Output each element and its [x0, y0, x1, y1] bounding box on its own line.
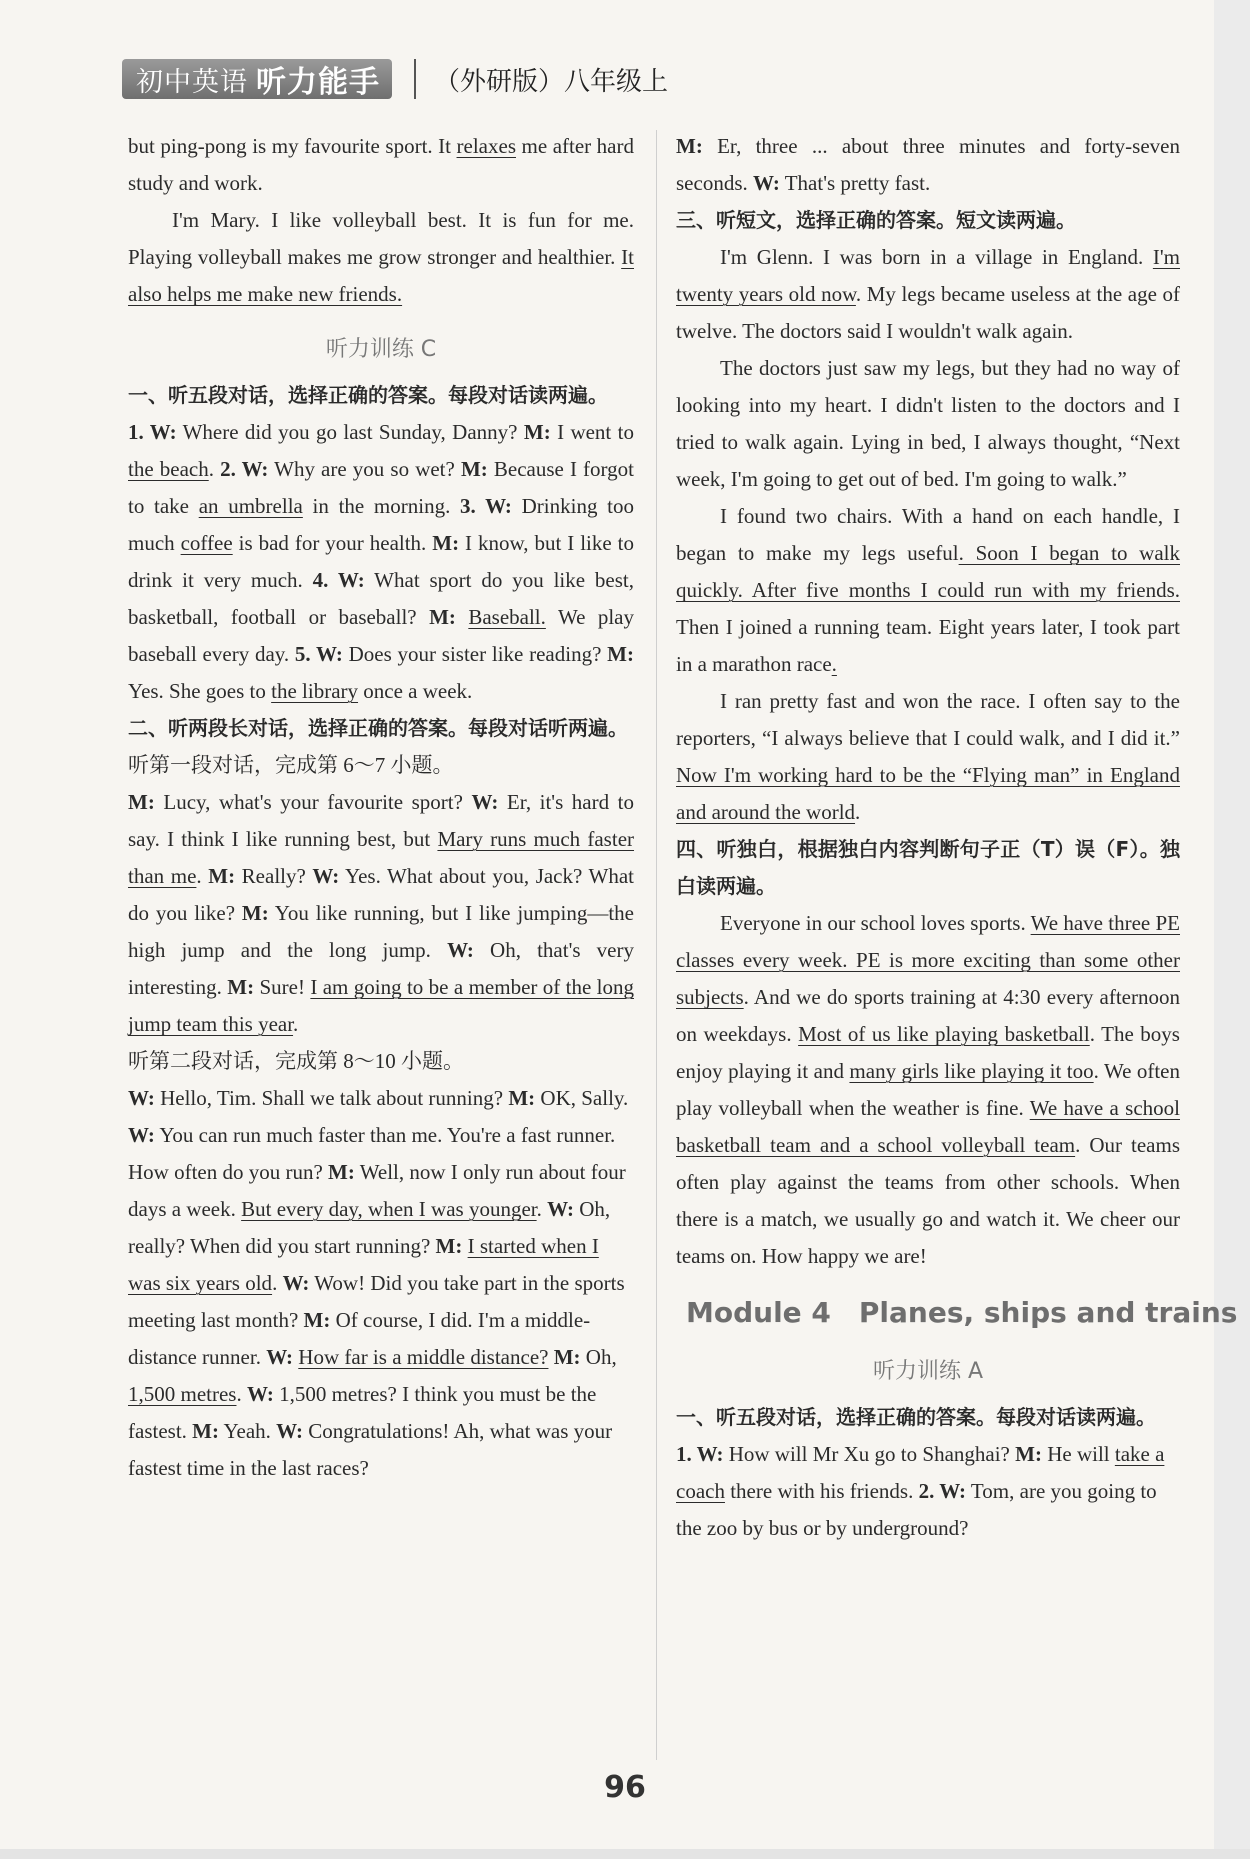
text-run: I'm Glenn. I was born in a village in England.: [720, 245, 1153, 269]
paragraph: [676, 683, 1180, 831]
answer-underline: How far is a middle distance?: [298, 1345, 549, 1369]
speaker-label: M:: [523, 420, 551, 444]
text-run: Yes. She goes to: [128, 679, 272, 703]
answer-underline: take a coach: [676, 1442, 1165, 1503]
text-run: Does your sister like reading?: [342, 642, 608, 666]
speaker-label: M:: [432, 531, 460, 555]
answer-underline: an umbrella: [198, 494, 303, 518]
text-run: Oh, that's very interesting.: [128, 938, 634, 999]
text-run: Er, it's hard to say. I think I like running best, but: [128, 790, 634, 851]
text-run: Because I forgot to take: [128, 457, 634, 518]
text-run: Hello, Tim. Shall we talk about running?: [154, 1086, 509, 1110]
answer-underline: I started when I was six years old: [128, 1234, 599, 1295]
answer-underline: the library: [271, 679, 359, 703]
answer-underline: But every day, when I was younger: [241, 1197, 537, 1221]
speaker-label: M:: [429, 605, 456, 629]
speaker-label: W:: [128, 1086, 155, 1110]
text-run: me after hard study and work.: [128, 134, 634, 195]
text-run: Congratulations! Ah, what was your fastest time in the last races?: [128, 1419, 613, 1480]
text-run: I ran pretty fast and won the race. I often say to the reporters, “I always believe that I could walk, and I did it.”: [676, 689, 1180, 750]
part-heading: 一、听五段对话，选择正确的答案。每段对话读两遍。: [676, 1405, 1156, 1429]
text-run: . We often play volleyball when the weather is fine.: [676, 1059, 1180, 1120]
text-run: . Our teams often play against the teams from other schools. When there is a match, we usually go and watch it. We cheer our teams on. How happy we are!: [676, 1133, 1180, 1268]
text-run: .: [208, 457, 221, 481]
text-run: Lucy, what's your favourite sport?: [154, 790, 472, 814]
answer-underline: the beach: [128, 457, 209, 481]
header-divider: [414, 59, 416, 99]
speaker-label: 5. W:: [294, 642, 343, 666]
text-run: once a week.: [358, 679, 473, 703]
speaker-label: W:: [312, 864, 340, 888]
text-run: I found two chairs. With a hand on each handle, I began to make my legs useful: [676, 504, 1180, 565]
paragraph: [676, 905, 1180, 1275]
speaker-label: M:: [1015, 1442, 1042, 1466]
text-run: .: [272, 1271, 283, 1295]
text-run: in the morning.: [302, 494, 461, 518]
text-run: . The boys enjoy playing it and: [676, 1022, 1180, 1083]
text-run: Really?: [235, 864, 313, 888]
speaker-label: 3. W:: [460, 494, 512, 518]
text-run: Drinking too much: [128, 494, 634, 555]
column-divider: [656, 130, 657, 1760]
text-run: 1,500 metres? I think you must be the fastest.: [128, 1382, 597, 1443]
text-run: Then I joined a running team. Eight years later, I took part in a marathon race: [676, 615, 1180, 676]
text-run: Where did you go last Sunday, Danny?: [176, 420, 524, 444]
speaker-label: M:: [128, 790, 155, 814]
text-run: We play baseball every day.: [128, 605, 634, 666]
paragraph: [676, 498, 1180, 683]
speaker-label: M:: [328, 1160, 355, 1184]
text-run: Tom, are you going to the zoo by bus or by underground?: [676, 1479, 1157, 1540]
text-run: I know, but I like to drink it very much.: [128, 531, 634, 592]
speaker-label: 1. W:: [676, 1442, 724, 1466]
answer-underline: many girls like playing it too: [849, 1059, 1094, 1083]
answer-underline: Most of us like playing basketball: [798, 1022, 1090, 1046]
text-run: Oh, really? When did you start running?: [128, 1197, 611, 1258]
speaker-label: M:: [241, 901, 269, 925]
page-number: 96: [604, 1770, 646, 1805]
answer-underline: relaxes: [456, 134, 516, 158]
dialogue-intro: 听第二段对话，完成第 8～10 小题。: [128, 1049, 464, 1073]
text-run: The doctors just saw my legs, but they had no way of looking into my heart. I didn't listen to the doctors and I tried to walk again. Lying in bed, I always thought, “Next week, I'm going to get out of bed. I'm going to walk.”: [676, 356, 1180, 491]
text-run: Yes. What about you, Jack? What do you like?: [128, 864, 635, 925]
answer-underline: I am going to be a member of the long jump team this year: [128, 975, 634, 1036]
scan-bottom-strip: [0, 1849, 1250, 1859]
series-name-part2: 听力能手: [256, 65, 380, 100]
part-heading: 二、听两段长对话，选择正确的答案。每段对话听两遍。: [128, 716, 628, 740]
text-run: . And we do sports training at 4:30 every afternoon on weekdays.: [676, 985, 1180, 1046]
text-run: I went to: [550, 420, 634, 444]
speaker-label: M:: [607, 642, 634, 666]
dialogue-transcript: [676, 128, 1180, 202]
answer-underline: Now I'm working hard to be the “Flying man” in England and around the world: [676, 763, 1180, 824]
text-run: Sure!: [254, 975, 311, 999]
speaker-label: W:: [128, 1123, 155, 1147]
module-label: Module 4: [686, 1296, 831, 1329]
speaker-label: W:: [471, 790, 499, 814]
text-run: Oh,: [580, 1345, 617, 1369]
dialogue-intro: 听第一段对话，完成第 6～7 小题。: [128, 753, 454, 777]
text-run: I'm Mary. I like volleyball best. It is fun for me. Playing volleyball makes me grow stronger and healthier.: [128, 208, 634, 269]
text-run: OK, Sally.: [535, 1086, 629, 1110]
text-run: Yeah.: [218, 1419, 277, 1443]
answer-underline: We have a school basketball team and a school volleyball team: [676, 1096, 1180, 1157]
text-run: How will Mr Xu go to Shanghai?: [723, 1442, 1016, 1466]
speaker-label: 1. W:: [128, 420, 177, 444]
text-run: but ping-pong is my favourite sport. It: [128, 134, 457, 158]
speaker-label: W:: [246, 1382, 274, 1406]
speaker-label: W:: [276, 1419, 304, 1443]
dialogue-transcript: [128, 414, 634, 710]
series-logo: [122, 59, 392, 99]
speaker-label: M:: [192, 1419, 219, 1443]
dialogue-transcript: [128, 1080, 634, 1487]
answer-underline: . Soon I began to walk quickly. After five months I could run with my friends.: [676, 541, 1180, 602]
speaker-label: W:: [447, 938, 474, 962]
speaker-label: M:: [553, 1345, 581, 1369]
paragraph: [128, 202, 634, 313]
text-run: Wow! Did you take part in the sports meeting last month?: [128, 1271, 625, 1332]
paragraph: [676, 239, 1180, 350]
text-run: You like running, but I like jumping—the high jump and the long jump.: [128, 901, 635, 962]
paragraph: [676, 350, 1180, 498]
dialogue-transcript: [676, 1436, 1180, 1547]
section-title: 听力训练 A: [872, 1359, 984, 1384]
answer-underline: 1,500 metres: [128, 1382, 237, 1406]
speaker-label: M:: [303, 1308, 331, 1332]
text-run: That's pretty fast.: [779, 171, 931, 195]
text-run: is bad for your health.: [232, 531, 433, 555]
text-run: there with his friends.: [724, 1479, 919, 1503]
text-run: Well, now I only run about four days a week.: [128, 1160, 626, 1221]
answer-underline: coffee: [180, 531, 233, 555]
speaker-label: W:: [753, 171, 780, 195]
dialogue-transcript: [128, 784, 634, 1043]
answer-underline: .: [831, 652, 837, 676]
speaker-label: 2. W:: [220, 457, 269, 481]
speaker-label: M:: [435, 1234, 463, 1258]
answer-underline: We have three PE classes every week. PE is more exciting than some other subjects: [676, 911, 1180, 1009]
paragraph: [128, 128, 634, 202]
part-heading: 一、听五段对话，选择正确的答案。每段对话读两遍。: [128, 383, 608, 407]
text-run: What sport do you like best, basketball, football or baseball?: [128, 568, 634, 629]
answer-underline: I'm twenty years old now: [676, 245, 1180, 306]
text-run: .: [293, 1012, 299, 1036]
speaker-label: W:: [282, 1271, 310, 1295]
scan-edge-strip: [1214, 0, 1250, 1859]
speaker-label: M:: [508, 1086, 536, 1110]
module-title: [686, 1291, 1238, 1335]
text-run: Er, three ... about three minutes and forty-seven seconds.: [676, 134, 1180, 195]
text-run: [456, 605, 468, 629]
speaker-label: W:: [547, 1197, 574, 1221]
text-run: Everyone in our school loves sports.: [720, 911, 1031, 935]
part-heading: 三、听短文，选择正确的答案。短文读两遍。: [676, 208, 1076, 232]
speaker-label: M:: [227, 975, 255, 999]
section-title: 听力训练 C: [325, 337, 437, 362]
text-run: . My legs became useless at the age of twelve. The doctors said I wouldn't walk again.: [676, 282, 1180, 343]
text-run: .: [536, 1197, 548, 1221]
text-run: .: [855, 800, 861, 824]
right-column: [676, 128, 1238, 1547]
answer-underline: Baseball.: [468, 605, 546, 629]
text-run: .: [236, 1382, 247, 1406]
answer-underline: It also helps me make new friends.: [128, 245, 634, 306]
answer-underline: Mary runs much faster than me: [128, 827, 635, 888]
text-run: Why are you so wet?: [268, 457, 461, 481]
module-name: Planes, ships and trains: [858, 1296, 1238, 1329]
text-run: He will: [1041, 1442, 1115, 1466]
part-heading: 四、听独白，根据独白内容判断句子正（T）误（F）。独白读两遍。: [676, 837, 1180, 898]
speaker-label: M:: [676, 134, 703, 158]
text-run: Of course, I did. I'm a middle-distance runner.: [128, 1308, 591, 1369]
series-name-part1: 初中英语: [136, 66, 248, 98]
speaker-label: 4. W:: [312, 568, 365, 592]
left-column: [128, 128, 634, 1487]
edition-label: （外研版）八年级上: [434, 66, 669, 96]
speaker-label: W:: [266, 1345, 294, 1369]
speaker-label: M:: [460, 457, 488, 481]
text-run: You can run much faster than me. You're a fast runner. How often do you run?: [128, 1123, 616, 1184]
page-header: [122, 58, 668, 100]
speaker-label: 2. W:: [918, 1479, 967, 1503]
text-run: .: [196, 864, 209, 888]
speaker-label: M:: [208, 864, 236, 888]
